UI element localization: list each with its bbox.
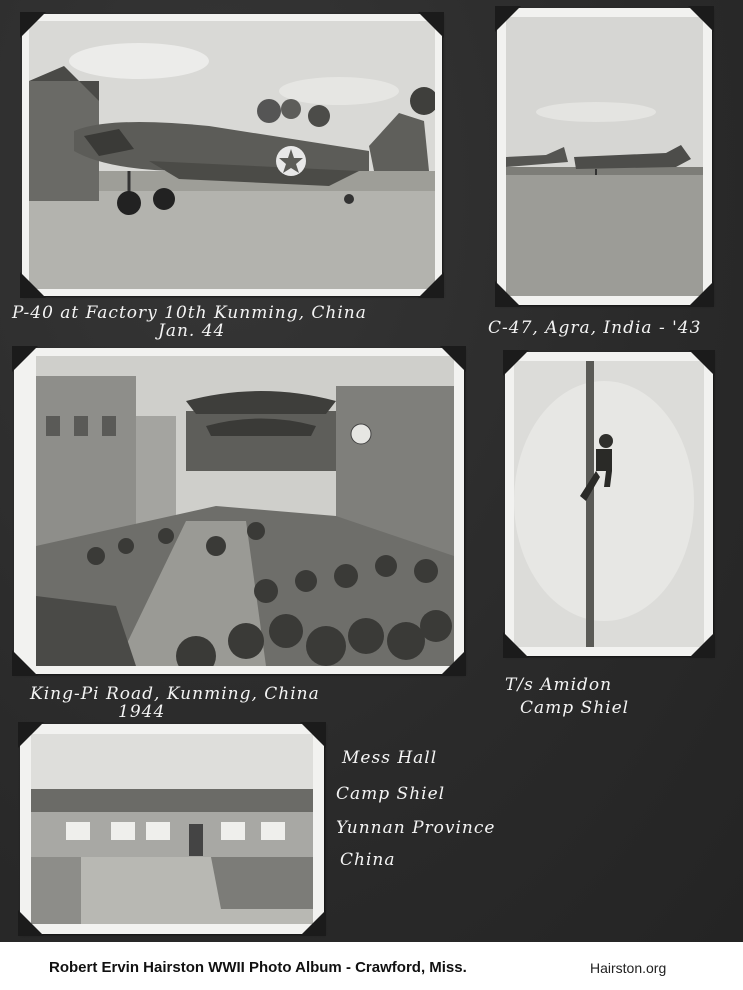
photo-corner-mount <box>300 722 326 748</box>
photo-corner-mount <box>18 910 44 936</box>
caption-amidon-line2: Camp Shiel <box>520 698 630 718</box>
photo-corner-mount <box>688 281 714 307</box>
photo-corner-mount <box>503 350 529 376</box>
photo-corner-mount <box>12 650 38 676</box>
photo-corner-mount <box>689 632 715 658</box>
photo-corner-mount <box>18 722 44 748</box>
photo-p40-aircraft <box>22 14 442 296</box>
photo-corner-mount <box>12 346 38 372</box>
photo-corner-mount <box>503 632 529 658</box>
photo-corner-mount <box>495 6 521 32</box>
photo-mess-hall <box>20 724 324 934</box>
photo-corner-mount <box>418 272 444 298</box>
photo-corner-mount <box>688 6 714 32</box>
footer-bar <box>0 942 743 990</box>
photo-corner-mount <box>20 12 46 38</box>
caption-messhall-line2: Camp Shiel <box>336 784 446 804</box>
caption-messhall-line4: China <box>340 850 396 870</box>
footer-title: Robert Ervin Hairston WWII Photo Album - Crawford, Miss. <box>49 959 467 976</box>
caption-p40-line1: P-40 at Factory 10th Kunming, China <box>12 303 367 323</box>
photo-corner-mount <box>689 350 715 376</box>
caption-kingpi-line2: 1944 <box>118 702 166 722</box>
caption-messhall-line3: Yunnan Province <box>336 818 496 838</box>
photo-amidon-pole <box>505 352 713 656</box>
caption-kingpi-line1: King-Pi Road, Kunming, China <box>30 684 320 704</box>
photo-c47-aircraft <box>497 8 712 305</box>
photo-corner-mount <box>20 272 46 298</box>
caption-amidon-line1: T/s Amidon <box>505 675 613 695</box>
footer-site: Hairston.org <box>590 960 667 976</box>
photo-king-pi-road <box>14 348 464 674</box>
photo-corner-mount <box>300 910 326 936</box>
caption-c47: C-47, Agra, India - '43 <box>488 318 702 338</box>
photo-corner-mount <box>495 281 521 307</box>
photo-corner-mount <box>418 12 444 38</box>
photo-corner-mount <box>440 650 466 676</box>
caption-messhall-line1: Mess Hall <box>342 748 438 768</box>
photo-corner-mount <box>440 346 466 372</box>
caption-p40-line2: Jan. 44 <box>158 321 226 341</box>
